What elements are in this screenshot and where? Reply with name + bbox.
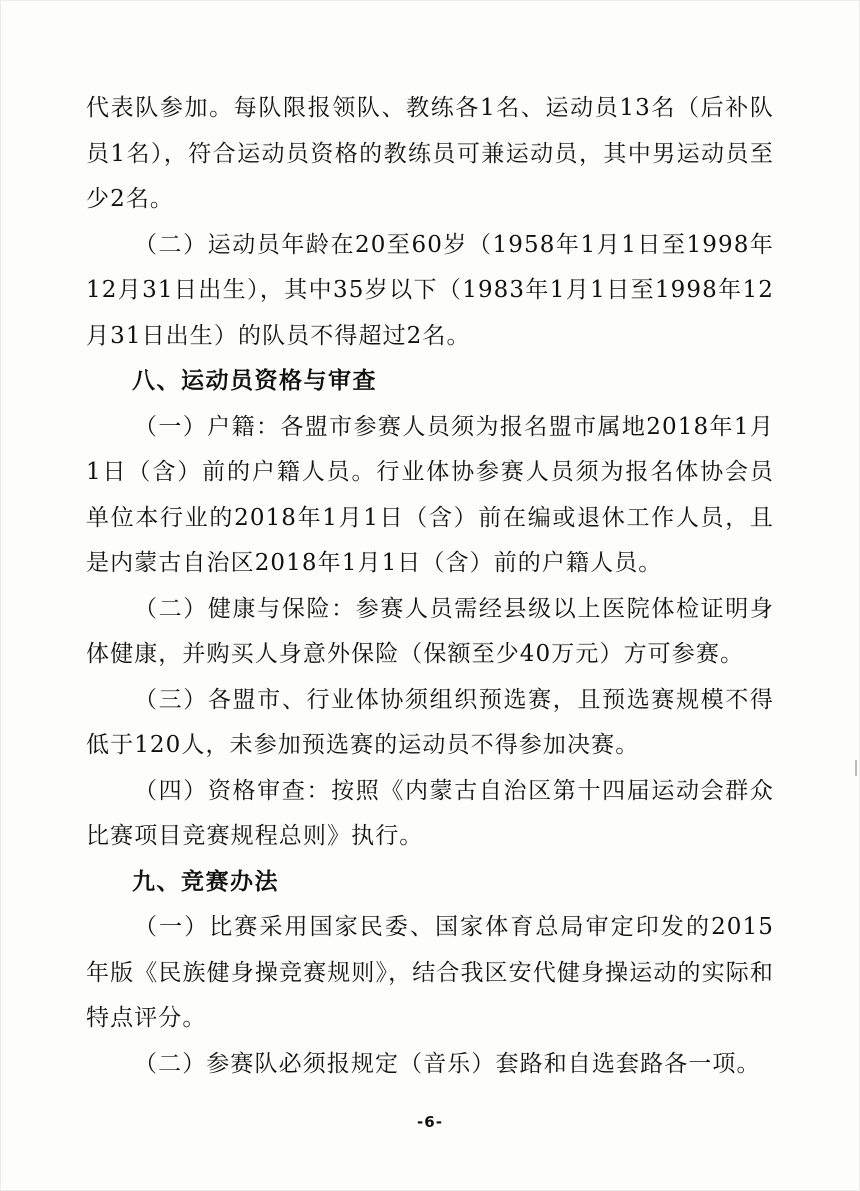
paragraph-household-registration: （一）户籍：各盟市参赛人员须为报名盟市属地2018年1月1日（含）前的户籍人员。行业体协参赛人员须为报名体协会员单位本行业的2018年1月1日（含）前在编或退休工作人员，且是内蒙古自治区2018年1月1日（含）前的户籍人员。 bbox=[86, 413, 774, 576]
document-body bbox=[86, 86, 774, 1087]
paragraph-age-requirement: （二）运动员年龄在20至60岁（1958年1月1日至1998年12月31日出生），其中35岁以下（1983年1月1日至1998年12月31日出生）的队员不得超过2名。 bbox=[86, 231, 774, 349]
paragraph-qualification-review: （四）资格审查：按照《内蒙古自治区第十四届运动会群众比赛项目竞赛规程总则》执行。 bbox=[86, 777, 774, 849]
paragraph-team-composition: 代表队参加。每队限报领队、教练各1名、运动员13名（后补队员1名），符合运动员资格的教练员可兼运动员，其中男运动员至少2名。 bbox=[86, 95, 774, 212]
section-heading-eligibility: 八、运动员资格与审查 bbox=[132, 368, 377, 394]
scan-edge-mark bbox=[855, 760, 857, 776]
paragraph-scoring-rules: （一）比赛采用国家民委、国家体育总局审定印发的2015年版《民族健身操竞赛规则》，结合我区安代健身操运动的实际和特点评分。 bbox=[86, 914, 774, 1031]
page-number: -6- bbox=[417, 1113, 443, 1131]
paragraph-routine-requirement: （二）参赛队必须报规定（音乐）套路和自选套路各一项。 bbox=[134, 1050, 761, 1077]
paragraph-health-insurance: （二）健康与保险：参赛人员需经县级以上医院体检证明身体健康，并购买人身意外保险（保额至少40万元）方可参赛。 bbox=[86, 595, 774, 667]
paragraph-preliminary-competition: （三）各盟市、行业体协须组织预选赛，且预选赛规模不得低于120人，未参加预选赛的运动员不得参加决赛。 bbox=[86, 686, 774, 758]
section-heading-competition-method: 九、竞赛办法 bbox=[132, 868, 279, 895]
